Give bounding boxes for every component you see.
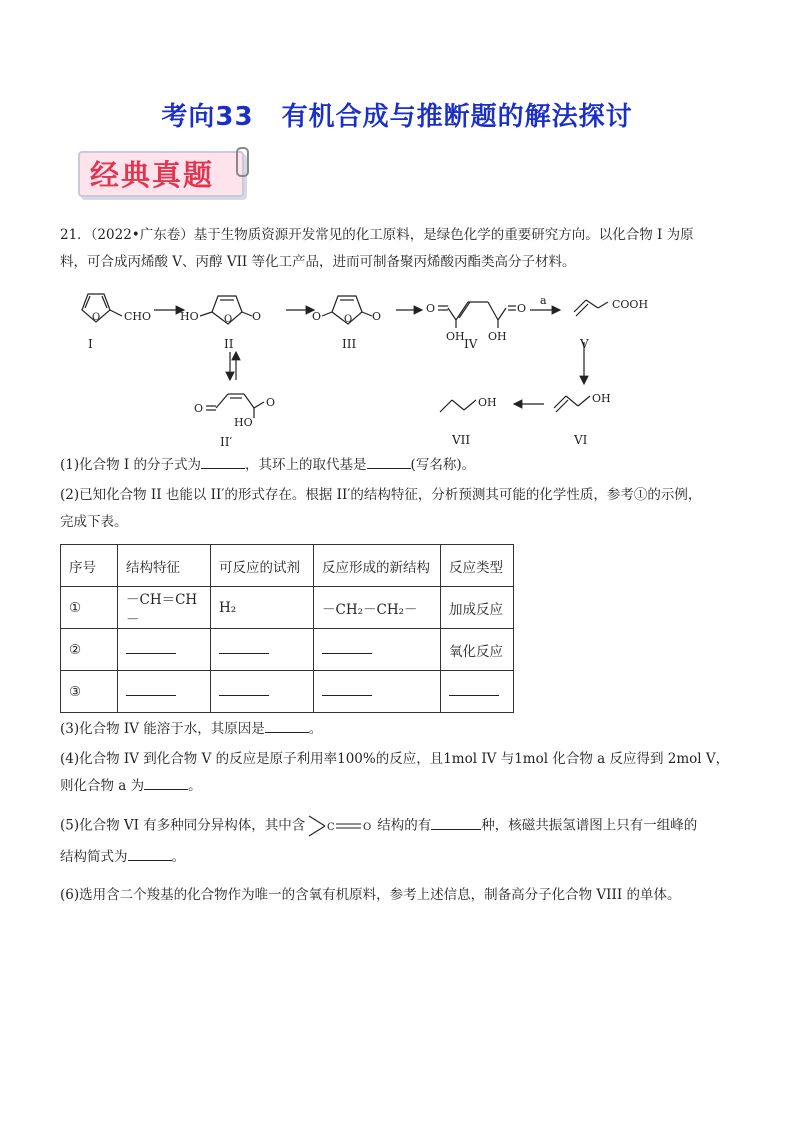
- ring-o-2: O: [224, 314, 233, 325]
- answer-table: [60, 544, 514, 713]
- table-cell: ②: [61, 629, 118, 671]
- table-cell: [441, 671, 514, 713]
- title-number: 考向33: [161, 102, 254, 132]
- carbonyl-o: O: [363, 822, 372, 833]
- ho-label-2prime: HO: [234, 416, 253, 429]
- table-header-row: [61, 545, 514, 587]
- oh-label-4b: OH: [488, 330, 507, 343]
- cooh-label: COOH: [612, 298, 649, 311]
- page-title: [0, 96, 794, 133]
- ring-o-3: O: [344, 314, 353, 325]
- label-compound-5: V: [580, 337, 589, 351]
- ketone-o-4a: O: [426, 302, 436, 315]
- table-header: 可反应的试剂: [211, 545, 314, 587]
- ketone-o-3b: O: [372, 310, 382, 323]
- compound-2prime-structure: [206, 394, 264, 418]
- answer-blank[interactable]: [322, 641, 372, 654]
- answer-blank[interactable]: [322, 683, 372, 696]
- part-4: [60, 746, 732, 800]
- intro-line-2: 料，可合成丙烯酸 V、丙醇 VII 等化工产品，进而可制备聚丙烯酸丙酯类高分子材料。: [60, 254, 576, 270]
- answer-blank[interactable]: [128, 846, 172, 861]
- table-cell: ①: [61, 587, 118, 629]
- table-cell: [211, 629, 314, 671]
- table-cell: [118, 671, 211, 713]
- part-5-text-d: 结构简式为: [60, 849, 128, 865]
- answer-blank[interactable]: [265, 718, 309, 733]
- part-2-line-1: (2)已知化合物 II 也能以 II′的形式存在。根据 II′的结构特征，分析预测其可能的化学性质，参考①的示例，: [60, 487, 702, 503]
- table-header: 反应形成的新结构: [314, 545, 441, 587]
- answer-blank[interactable]: [219, 683, 269, 696]
- part-5-text-a: (5)化合物 VI 有多种同分异构体，其中含: [60, 817, 306, 834]
- aldehyde-o-2prime: O: [194, 402, 204, 415]
- compound-7-structure: [440, 400, 476, 412]
- part-1-text-b: ，其环上的取代基是: [245, 457, 367, 473]
- part-5-line-2: [60, 844, 732, 871]
- banner-label: 经典真题: [90, 158, 215, 192]
- table-cell: 加成反应: [441, 587, 514, 629]
- label-compound-6: VI: [574, 433, 588, 447]
- part-5-text-b: 结构的有: [377, 817, 432, 834]
- carbonyl-group-structure: [305, 812, 377, 840]
- ketone-o-4b: O: [517, 302, 527, 315]
- part-5-text-c: 种，核磁共振氢谱图上只有一组峰的: [481, 817, 698, 834]
- label-compound-4: IV: [464, 337, 478, 351]
- compound-4-structure: [438, 302, 516, 328]
- part-3-text-b: 。: [308, 721, 323, 737]
- oh-label-6: OH: [592, 392, 611, 405]
- table-header: 序号: [61, 545, 118, 587]
- part-4-line-1: (4)化合物 IV 到化合物 V 的反应是原子利用率100%的反应，且1mol IV 与1mol 化合物 a 反应得到 2mol V，: [60, 751, 730, 767]
- part-3-text-a: (3)化合物 IV 能溶于水，其原因是: [60, 721, 265, 737]
- label-compound-3: III: [342, 337, 357, 351]
- table-cell: [211, 671, 314, 713]
- part-1-text-a: (1)化合物 I 的分子式为: [60, 457, 202, 473]
- answer-blank[interactable]: [219, 641, 269, 654]
- ketone-o-3a: O: [312, 310, 322, 323]
- table-row: [61, 587, 514, 629]
- label-compound-2: II: [224, 337, 234, 351]
- part-4-text-b: 。: [188, 778, 202, 794]
- part-1: [60, 452, 732, 479]
- table-header: 反应类型: [441, 545, 514, 587]
- label-compound-2prime: II′: [220, 435, 233, 449]
- compound-6-structure: [554, 396, 590, 412]
- part-2-line-2: 完成下表。: [60, 514, 128, 530]
- scheme-svg: [60, 280, 740, 450]
- answer-blank[interactable]: [367, 454, 411, 469]
- table-cell: －CH₂－CH₂－: [314, 587, 441, 629]
- part-4-line-2: [60, 773, 732, 800]
- oh-label-4a: OH: [446, 330, 465, 343]
- part-4-text-a: 则化合物 a 为: [60, 778, 145, 794]
- furan-o-1: O: [92, 312, 101, 323]
- part-6-text: (6)选用含二个羧基的化合物作为唯一的含氧有机原料，参考上述信息，制备高分子化合物 VIII 的单体。: [60, 887, 681, 903]
- oh-label-7: OH: [478, 396, 497, 409]
- part-5-line-1: [60, 812, 732, 840]
- part-3: [60, 716, 732, 743]
- question-intro: [60, 222, 732, 276]
- ho-label-2: HO: [180, 310, 199, 323]
- cho-label: CHO: [124, 310, 152, 323]
- label-compound-7: VII: [452, 433, 471, 447]
- part-5: [60, 812, 732, 871]
- table-row: [61, 671, 514, 713]
- table-cell: 氧化反应: [441, 629, 514, 671]
- answer-blank[interactable]: [126, 641, 176, 654]
- label-compound-1: I: [88, 337, 93, 351]
- reaction-scheme: [60, 280, 740, 450]
- reagent-a-label: a: [540, 294, 547, 307]
- paperclip-icon: [236, 147, 249, 177]
- compound-1-structure: [82, 294, 122, 322]
- table-cell: ③: [61, 671, 118, 713]
- part-2: [60, 482, 732, 536]
- table-cell: H₂: [211, 587, 314, 629]
- answer-blank[interactable]: [201, 454, 245, 469]
- section-banner: [72, 147, 252, 201]
- table-cell: [118, 629, 211, 671]
- table-cell: －CH＝CH－: [118, 587, 211, 629]
- answer-blank[interactable]: [449, 683, 499, 696]
- table-cell: [314, 671, 441, 713]
- part-6: [60, 882, 732, 909]
- ketone-o-2prime: O: [266, 396, 276, 409]
- answer-blank[interactable]: [431, 815, 481, 830]
- answer-blank[interactable]: [126, 683, 176, 696]
- compound-5-structure: [574, 300, 608, 316]
- carbonyl-c: C: [327, 822, 335, 833]
- ketone-o-2: O: [252, 310, 262, 323]
- part-1-text-c: (写名称)。: [410, 457, 476, 473]
- table-row: [61, 629, 514, 671]
- title-text: 有机合成与推断题的解法探讨: [281, 102, 633, 132]
- answer-blank[interactable]: [144, 775, 188, 790]
- table-cell: [314, 629, 441, 671]
- table-header: 结构特征: [118, 545, 211, 587]
- part-5-text-e: 。: [171, 849, 185, 865]
- intro-line-1: 21．（2022•广东卷）基于生物质资源开发常见的化工原料，是绿色化学的重要研究方向。以化合物 I 为原: [60, 227, 694, 243]
